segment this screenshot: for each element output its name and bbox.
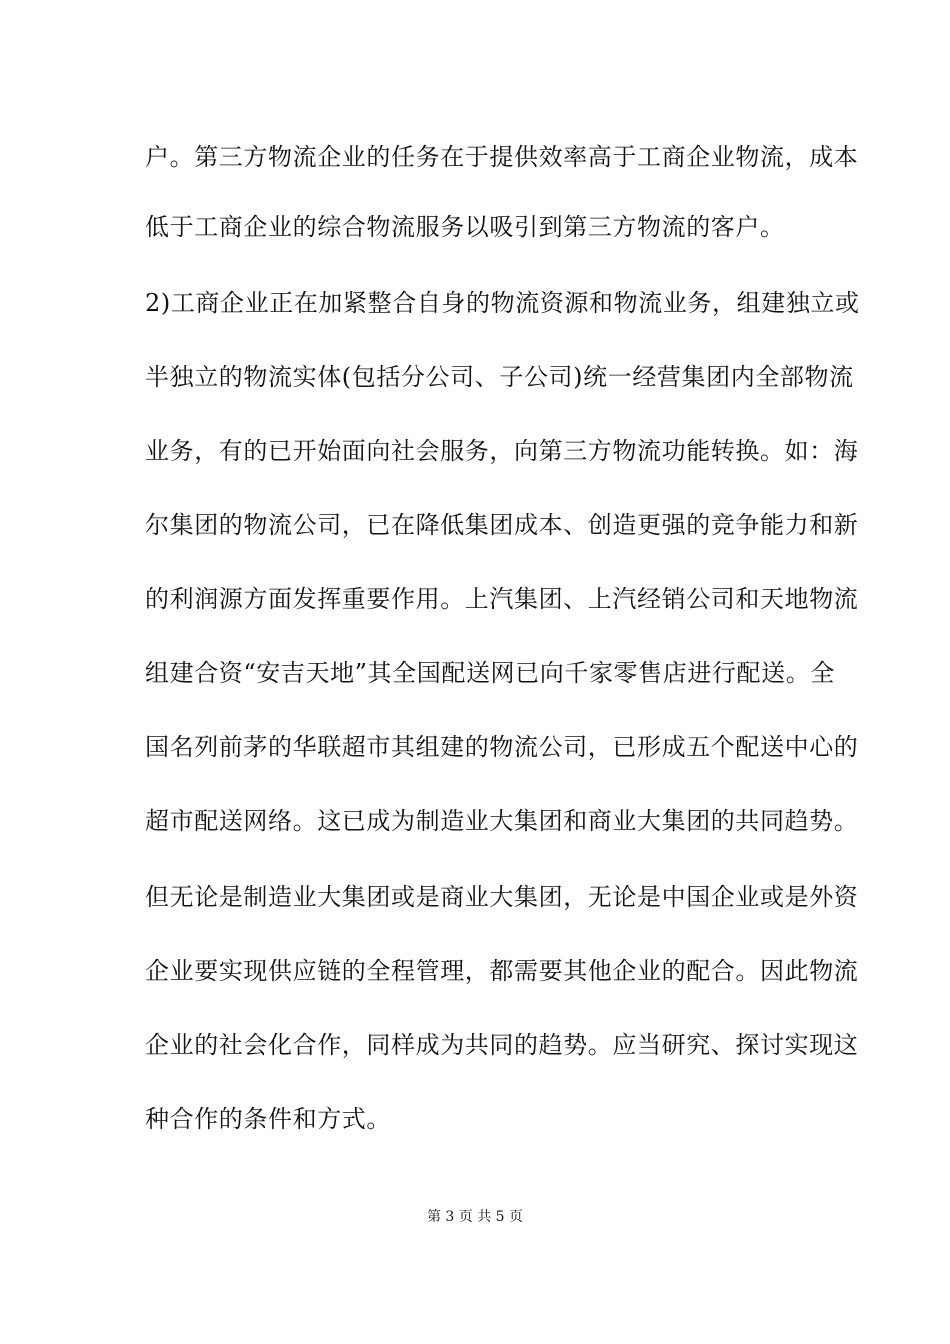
paragraph-line: 企业的社会化合作，同样成为共同的趋势。应当研究、探讨实现这 [145,1031,859,1059]
paragraph-line: 超市配送网络。这已成为制造业大集团和商业大集团的共同趋势。 [145,807,859,835]
paragraph-line: 但无论是制造业大集团或是商业大集团，无论是中国企业或是外资 [145,883,859,911]
paragraph-line: 业务，有的已开始面向社会服务，向第三方物流功能转换。如：海 [145,437,859,465]
paragraph-line: 半独立的物流实体(包括分公司、子公司)统一经营集团内全部物流 [145,363,854,391]
page-footer [0,1208,950,1226]
paragraph-line: 国名列前茅的华联超市其组建的物流公司，已形成五个配送中心的 [145,733,859,761]
page-number-label: 第 3 页 共 5 页 [426,1209,524,1225]
paragraph-line: 的利润源方面发挥重要作用。上汽集团、上汽经销公司和天地物流 [145,585,859,613]
paragraph-line: 户。第三方物流企业的任务在于提供效率高于工商企业物流，成本 [145,143,859,171]
paragraph-line: 企业要实现供应链的全程管理，都需要其他企业的配合。因此物流 [145,957,859,985]
paragraph-line: 种合作的条件和方式。 [145,1105,391,1133]
paragraph-line: 低于工商企业的综合物流服务以吸引到第三方物流的客户。 [145,213,785,241]
paragraph-line: 尔集团的物流公司，已在降低集团成本、创造更强的竞争能力和新 [145,511,859,539]
paragraph-line: 组建合资“安吉天地”其全国配送网已向千家零售店进行配送。全 [145,659,835,687]
paragraph-line: 2)工商企业正在加紧整合自身的物流资源和物流业务，组建独立或 [145,289,860,317]
